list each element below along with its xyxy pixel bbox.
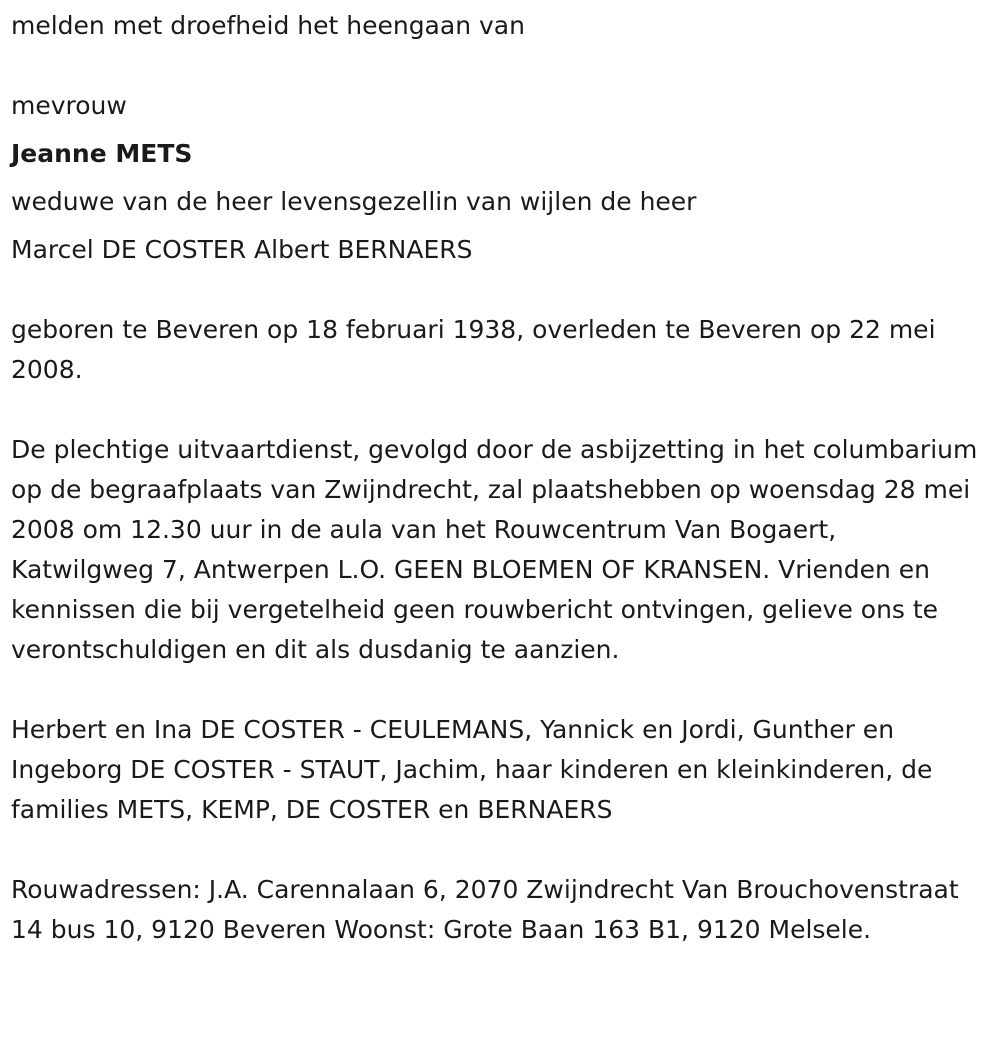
deceased-name: Jeanne METS bbox=[11, 139, 193, 168]
spacer bbox=[11, 390, 986, 430]
spacer bbox=[11, 830, 986, 870]
honorific: mevrouw bbox=[11, 91, 127, 120]
relation-names: Marcel DE COSTER Albert BERNAERS bbox=[11, 235, 473, 264]
family-text: Herbert en Ina DE COSTER - CEULEMANS, Yannick en Jordi, Gunther en Ingeborg DE COSTER - STAUT, Jachim, haar kinderen en kleinkinderen, de families METS, KEMP, DE COSTER en BERNAERS bbox=[11, 715, 933, 824]
ceremony-text: De plechtige uitvaartdienst, gevolgd door de asbijzetting in het columbarium op de begraafplaats van Zwijndrecht, zal plaatshebben op woensdag 28 mei 2008 om 12.30 uur in de aula van het Rouwcentrum Van Bogaert, Katwilgweg 7, Antwerpen L.O. GEEN BLOEMEN OF KRANSEN. Vrienden en kennissen die bij vergetelheid geen rouwbericht ontvingen, gelieve ons te verontschuldigen en dit als dusdanig te aanzien. bbox=[11, 435, 978, 664]
relation-line: weduwe van de heer levensgezellin van wijlen de heer bbox=[11, 187, 697, 216]
spacer bbox=[11, 270, 986, 310]
spacer bbox=[11, 46, 986, 86]
obituary-document bbox=[11, 6, 986, 950]
birth-death-text: geboren te Beveren op 18 februari 1938, overleden te Beveren op 22 mei 2008. bbox=[11, 315, 936, 384]
addresses-text: Rouwadressen: J.A. Carennalaan 6, 2070 Zwijndrecht Van Brouchovenstraat 14 bus 10, 9120 Beveren Woonst: Grote Baan 163 B1, 9120 Melsele. bbox=[11, 875, 959, 944]
spacer bbox=[11, 670, 986, 710]
intro-text: melden met droefheid het heengaan van bbox=[11, 11, 525, 40]
